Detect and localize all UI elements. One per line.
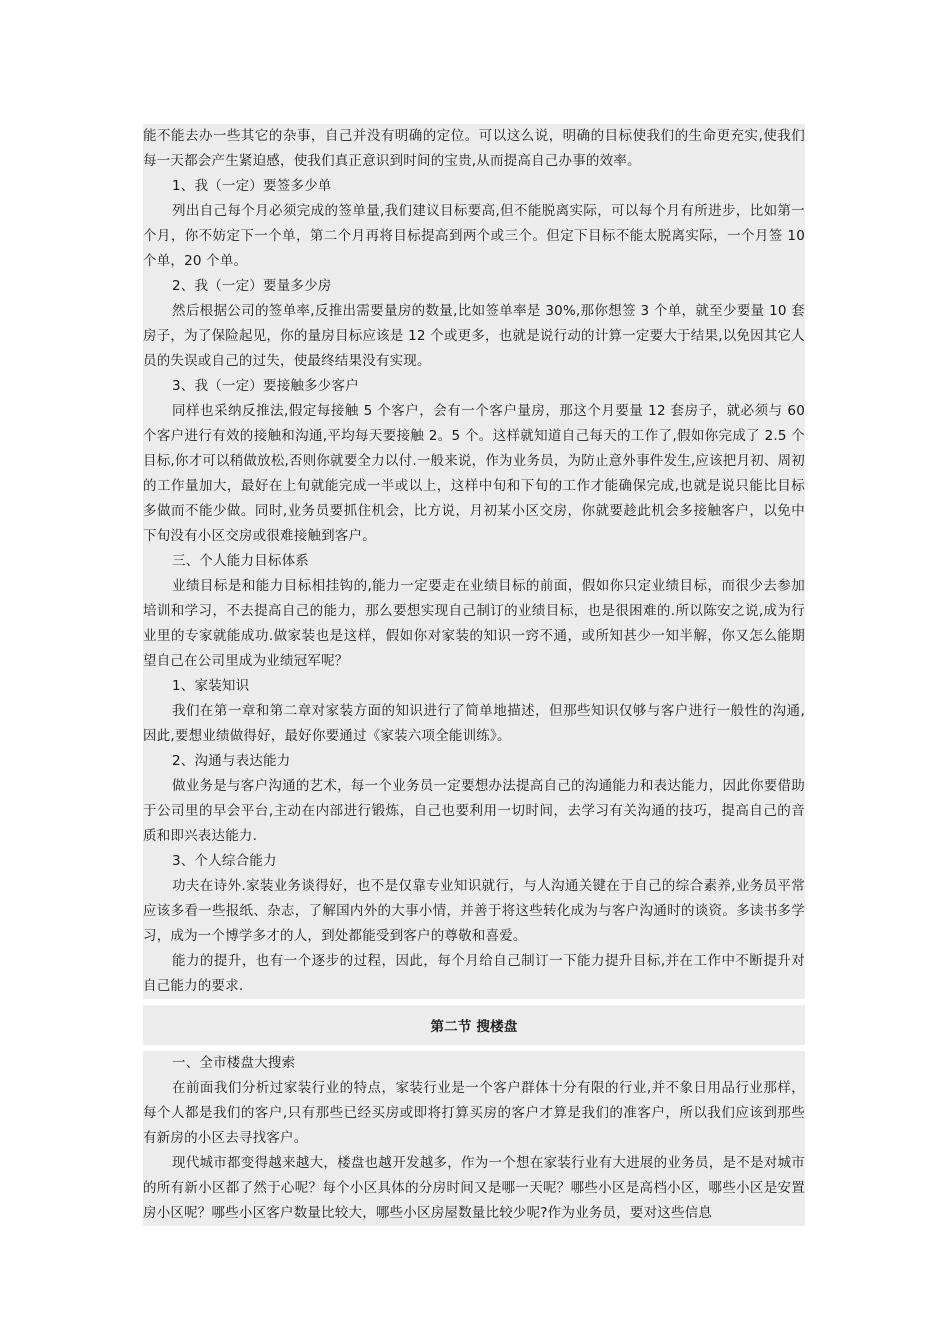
paragraph: 现代城市都变得越来越大，楼盘也越开发越多，作为一个想在家装行业有大进展的业务员，是不是对城市的所有新小区都了然于心呢？每个小区具体的分房时间又是哪一天呢？哪些小区是高档小区，哪些小区是安置房小区呢？哪些小区客户数量比较大，哪些小区房屋数量比较少呢?作为业务员，要对这些信息 bbox=[143, 1155, 805, 1221]
heading-overall-ability: 3、个人综合能力 bbox=[172, 853, 277, 869]
paragraph: 然后根据公司的签单率,反推出需要量房的数量,比如签单率是 30%,那你想签 3 个单，就至少要量 10 套房子，为了保险起见，你的量房目标应该是 12 个或更多，也就是说行动的计算一定要大于结果,以免因其它人员的失误或自己的过失，使最终结果没有实现。 bbox=[143, 303, 805, 369]
paragraph: 业绩目标是和能力目标相挂钩的,能力一定要走在业绩目标的前面，假如你只定业绩目标，而很少去参加培训和学习，不去提高自己的能力，那么要想实现自己制订的业绩目标，也是很困难的.所以陈安之说,成为行业里的专家就能成功.做家装也是这样，假如你对家装的知识一窍不通，或所知甚少一知半解，你又怎么能期望自己在公司里成为业绩冠军呢？ bbox=[143, 578, 805, 669]
paragraph: 我们在第一章和第二章对家装方面的知识进行了简单地描述，但那些知识仅够与客户进行一般性的沟通,因此,要想业绩做得好，最好你要通过《家装六项全能训练》。 bbox=[143, 703, 805, 744]
text-block-2 bbox=[143, 1051, 805, 1226]
heading-measure-target: 2、我（一定）要量多少房 bbox=[172, 278, 332, 294]
paragraph: 功夫在诗外.家装业务谈得好，也不是仅靠专业知识就行，与人沟通关键在于自己的综合素养,业务员平常应该多看一些报纸、杂志，了解国内外的大事小情，并善于将这些转化成为与客户沟通时的谈资。多读书多学习，成为一个博学多才的人，到处都能受到客户的尊敬和喜爱。 bbox=[143, 878, 805, 944]
paragraph: 做业务是与客户沟通的艺术，每一个业务员一定要想办法提高自己的沟通能力和表达能力，因此你要借助于公司里的早会平台,主动在内部进行锻炼，自己也要利用一切时间，去学习有关沟通的技巧，提高自己的音质和即兴表达能力. bbox=[143, 778, 805, 844]
paragraph: 能力的提升，也有一个逐步的过程，因此，每个月给自己制订一下能力提升目标,并在工作中不断提升对自己能力的要求. bbox=[143, 953, 805, 994]
heading-communication: 2、沟通与表达能力 bbox=[172, 753, 291, 769]
paragraph: 能不能去办一些其它的杂事，自己并没有明确的定位。可以这么说，明确的目标使我们的生命更充实,使我们每一天都会产生紧迫感，使我们真正意识到时间的宝贵,从而提高自己办事的效率。 bbox=[143, 128, 805, 169]
paragraph: 列出自己每个月必须完成的签单量,我们建议目标要高,但不能脱离实际，可以每个月有所进步，比如第一个月，你不妨定下一个单，第二个月再将目标提高到两个或三个。但定下目标不能太脱离实际，一个月签 10 个单，20 个单。 bbox=[143, 203, 805, 269]
text-block-1 bbox=[143, 124, 805, 999]
document-body bbox=[143, 124, 805, 1226]
heading-city-search: 一、全市楼盘大搜索 bbox=[172, 1055, 296, 1071]
heading-contact-target: 3、我（一定）要接触多少客户 bbox=[172, 378, 359, 394]
heading-sign-target: 1、我（一定）要签多少单 bbox=[172, 178, 332, 194]
heading-ability-system: 三、个人能力目标体系 bbox=[172, 553, 309, 569]
paragraph: 同样也采纳反推法,假定每接触 5 个客户，会有一个客户量房，那这个月要量 12 套房子，就必须与 60 个客户进行有效的接触和沟通,平均每天要接触 2。5 个。这样就知道自己每天的工作了,假如你完成了 2.5 个目标,你才可以稍做放松,否则你就要全力以付.一般来说，作为业务员，为防止意外事件发生,应该把月初、周初的工作量加大，最好在上旬就能完成一半或以上，这样中旬和下旬的工作才能确保完成,也就是说只能比目标多做而不能少做。同时,业务员要抓住机会，比方说，月初某小区交房，你就要趁此机会多接触客户，以免中下旬没有小区交房或很难接触到客户。 bbox=[143, 403, 805, 544]
paragraph: 在前面我们分析过家装行业的特点，家装行业是一个客户群体十分有限的行业,并不象日用品行业那样，每个人都是我们的客户,只有那些已经买房或即将打算买房的客户才算是我们的准客户，所以我们应该到那些有新房的小区去寻找客户。 bbox=[143, 1080, 805, 1146]
heading-decoration-knowledge: 1、家装知识 bbox=[172, 678, 250, 694]
section-title: 第二节 搜楼盘 bbox=[143, 1005, 805, 1045]
